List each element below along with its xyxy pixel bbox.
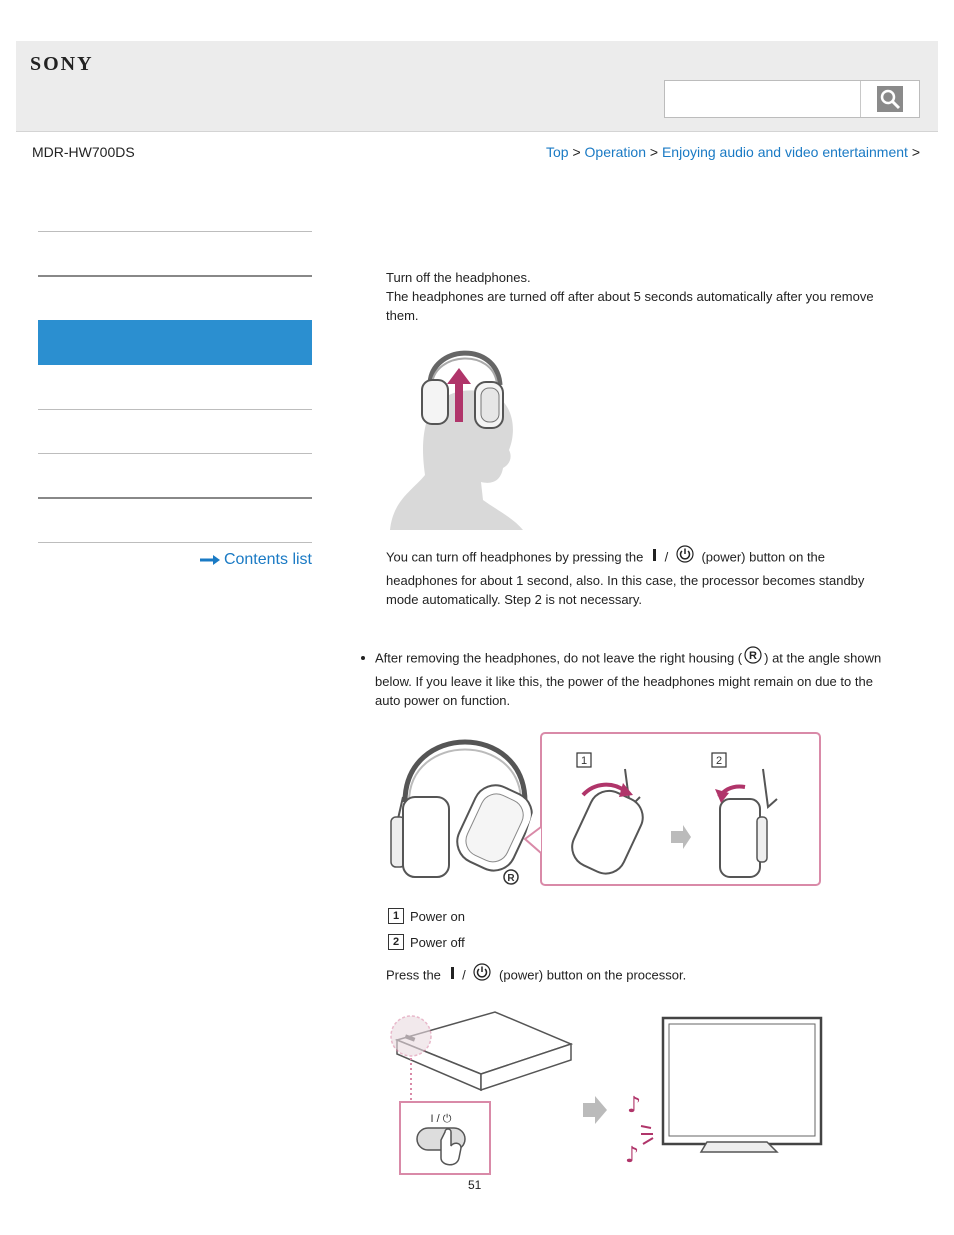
step-text: [386, 268, 916, 325]
legend-label: Power on: [410, 908, 465, 924]
sidebar-item-active[interactable]: [38, 320, 312, 365]
power-bar-icon: [651, 546, 657, 570]
model-name: MDR-HW700DS: [32, 144, 135, 160]
step1-line1: Turn off the headphones.: [386, 270, 531, 285]
figure-num-1: 1: [580, 755, 588, 767]
legend-number: 2: [388, 934, 404, 950]
note-before: After removing the headphones, do not leave the right housing (: [375, 650, 743, 666]
processor-tv-illustration: [385, 1010, 825, 1180]
hint-before: You can turn off headphones by pressing the: [386, 549, 644, 565]
hint-text: [386, 545, 916, 609]
power-icon: [473, 963, 491, 989]
breadcrumb-enjoying[interactable]: Enjoying audio and video entertainment: [661, 144, 908, 160]
svg-text:R: R: [749, 650, 758, 662]
arrow-right-icon: [200, 555, 220, 565]
breadcrumb-separator: >: [649, 144, 659, 160]
step2-text: [386, 963, 916, 989]
legend-label: Power off: [410, 934, 465, 950]
contents-list-label: Contents list: [223, 551, 312, 568]
music-note-icon: ♪: [625, 1143, 640, 1168]
page-number: 51: [468, 1178, 482, 1192]
breadcrumb-top[interactable]: Top: [545, 144, 569, 160]
hint-after: (power) button on the: [701, 549, 826, 565]
breadcrumb-separator: >: [572, 144, 581, 160]
note-line2: below. If you leave it like this, the power of the headphones might remain on due to the: [375, 674, 873, 689]
note-text: [375, 646, 920, 710]
legend-item: [388, 934, 465, 950]
music-note-icon: ♪: [627, 1093, 642, 1118]
power-icon: [676, 545, 694, 571]
search-field[interactable]: [664, 80, 920, 118]
bullet: [361, 656, 365, 660]
step1-line3: them.: [386, 308, 419, 323]
sidebar-divider: [38, 275, 312, 277]
page-header: [16, 41, 938, 132]
note-after: ) at the angle shown: [764, 650, 882, 666]
step2-before: Press the: [386, 967, 441, 983]
housing-r-label: R: [507, 873, 515, 884]
hint-slash: /: [664, 549, 669, 565]
search-input[interactable]: [669, 81, 863, 117]
sidebar-divider: [38, 497, 312, 499]
button-mark-label: I / ⏻: [430, 1113, 452, 1125]
note-line3: auto power on function.: [375, 693, 511, 708]
breadcrumb-operation[interactable]: Operation: [584, 144, 646, 160]
sidebar-divider: [38, 231, 312, 232]
breadcrumb: [546, 144, 920, 160]
sidebar-divider: [38, 542, 312, 543]
step2-after: (power) button on the processor.: [499, 967, 687, 983]
housing-angle-illustration: [385, 727, 825, 892]
remove-headphones-illustration: [385, 340, 525, 532]
step1-line2: The headphones are turned off after about 5 seconds automatically after you remove: [386, 289, 874, 304]
contents-list-link[interactable]: [200, 551, 312, 569]
sidebar-divider: [38, 409, 312, 410]
r-mark-icon: [744, 646, 762, 672]
legend-item: [388, 908, 465, 924]
legend-number: 1: [388, 908, 404, 924]
power-bar-icon: [449, 964, 455, 988]
breadcrumb-separator: >: [911, 144, 920, 160]
step2-slash: /: [462, 967, 466, 983]
figure-num-2: 2: [715, 755, 723, 767]
search-button[interactable]: [860, 81, 919, 117]
sony-logo: SONY: [30, 53, 94, 75]
sidebar-divider: [38, 453, 312, 454]
hint-line2: headphones for about 1 second, also. In this case, the processor becomes standby: [386, 573, 865, 588]
hint-line3: mode automatically. Step 2 is not necessary.: [386, 592, 643, 607]
search-icon: [877, 86, 903, 112]
